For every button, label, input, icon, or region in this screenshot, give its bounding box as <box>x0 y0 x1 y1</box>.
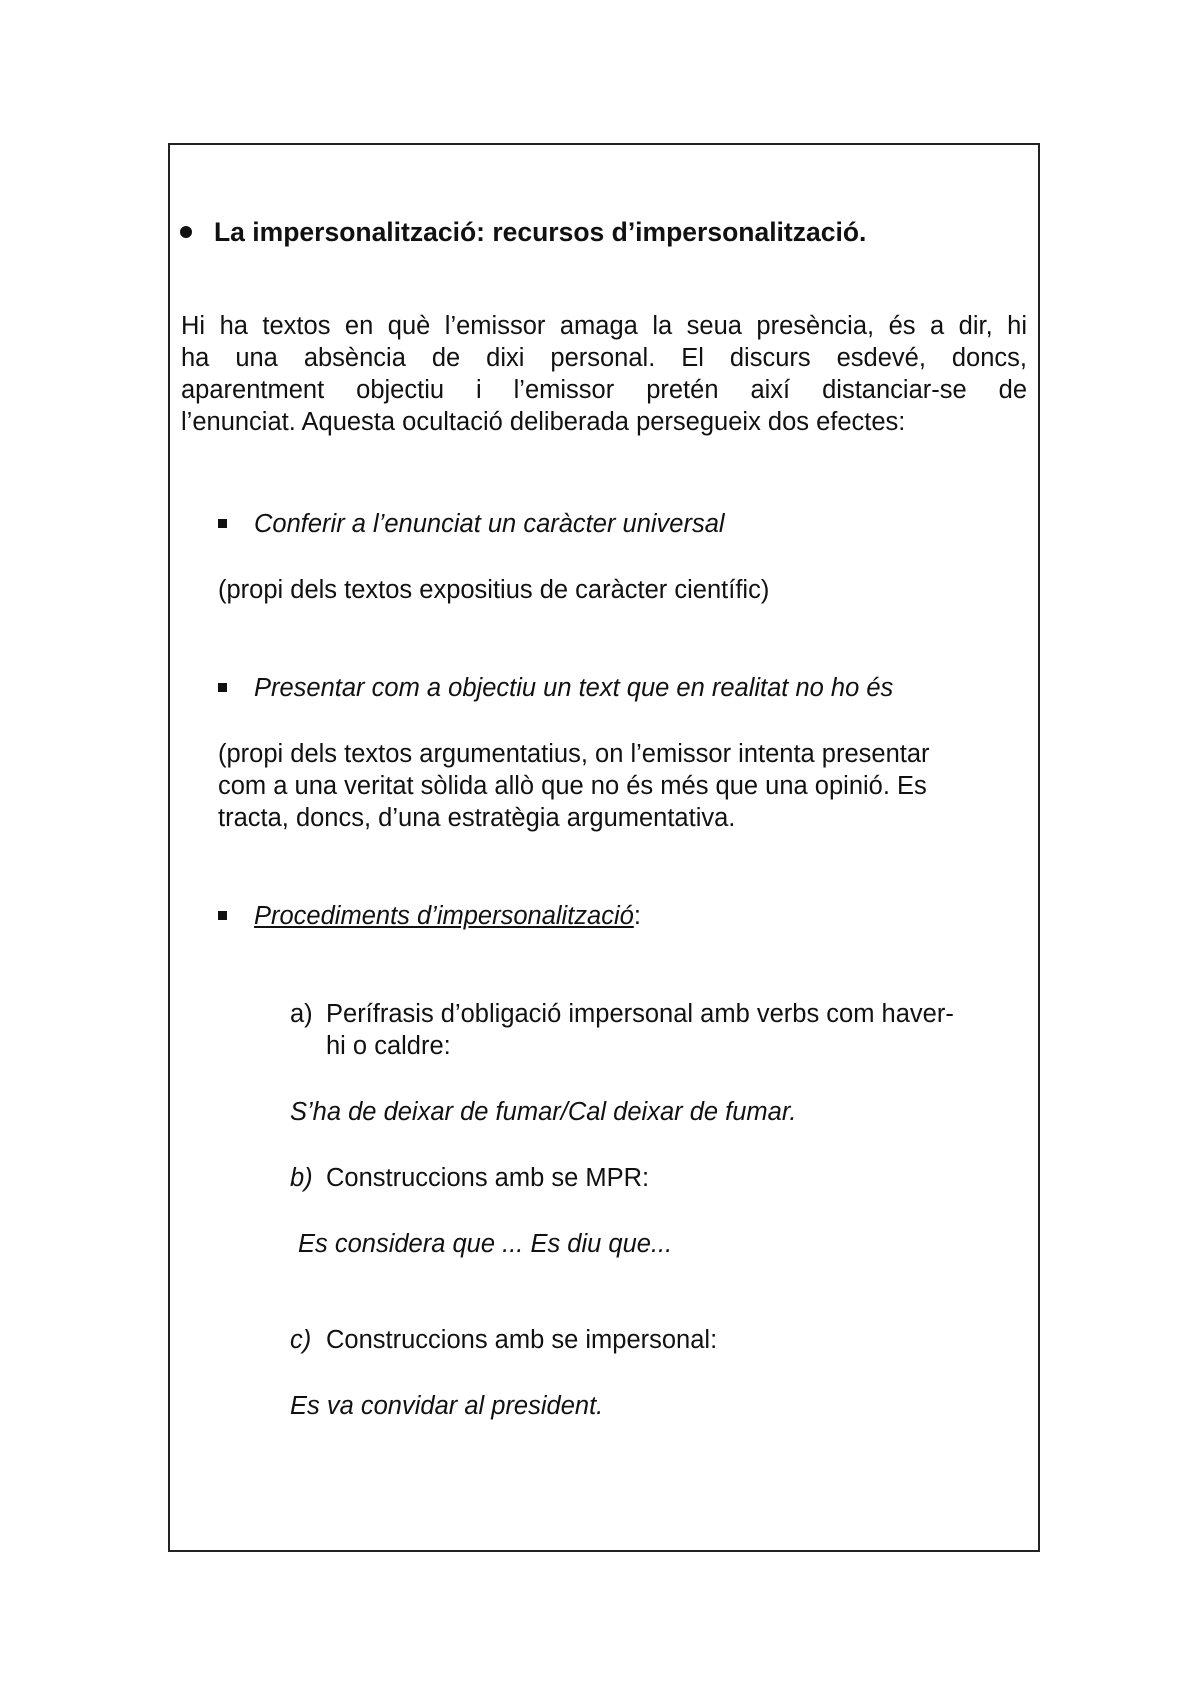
square-bullet-icon <box>218 683 227 692</box>
intro-line: aparentment objectiu i l’emissor pretén així distanciar-se de <box>181 376 1027 404</box>
square-bullet-icon <box>218 519 227 528</box>
procedure-marker: a) <box>290 1000 313 1028</box>
procedures-title: Procediments d’impersonalització <box>254 902 634 930</box>
intro-line: Hi ha textos en què l’emissor amaga la seua presència, és a dir, hi <box>181 312 1027 340</box>
procedure-text-line: Perífrasis d’obligació impersonal amb verbs com haver- <box>326 1000 954 1028</box>
effect-title: Presentar com a objectiu un text que en realitat no ho és <box>254 674 894 702</box>
heading-text: La impersonalització: recursos d’impersonalització. <box>214 217 867 247</box>
effect-note-line: (propi dels textos expositius de caràcter científic) <box>218 576 770 604</box>
procedure-example: Es considera que ... Es diu que... <box>298 1230 673 1258</box>
intro-paragraph <box>181 310 1027 438</box>
effect-title: Conferir a l’enunciat un caràcter universal <box>254 510 725 538</box>
effect-note-line: tracta, doncs, d’una estratègia argumentativa. <box>218 804 736 832</box>
procedure-text-line: Construccions amb se MPR: <box>326 1164 650 1192</box>
round-bullet-icon <box>180 226 192 238</box>
intro-line: ha una absència de dixi personal. El discurs esdevé, doncs, <box>181 344 1027 372</box>
procedure-text-line: Construccions amb se impersonal: <box>326 1326 718 1354</box>
procedure-marker: b) <box>290 1164 313 1192</box>
section-heading <box>180 216 866 248</box>
procedures-heading <box>254 900 641 932</box>
intro-line: l’enunciat. Aquesta ocultació deliberada persegueix dos efectes: <box>181 408 906 436</box>
procedures-colon: : <box>633 902 641 930</box>
square-bullet-icon <box>218 911 227 920</box>
procedure-marker: c) <box>290 1326 312 1354</box>
procedure-example: Es va convidar al president. <box>290 1392 604 1420</box>
effect-note-line: (propi dels textos argumentatius, on l’emissor intenta presentar <box>218 740 930 768</box>
procedure-example: S’ha de deixar de fumar/Cal deixar de fumar. <box>290 1098 797 1126</box>
effect-note-line: com a una veritat sòlida allò que no és més que una opinió. Es <box>218 772 927 800</box>
procedure-text-line: hi o caldre: <box>326 1032 451 1060</box>
